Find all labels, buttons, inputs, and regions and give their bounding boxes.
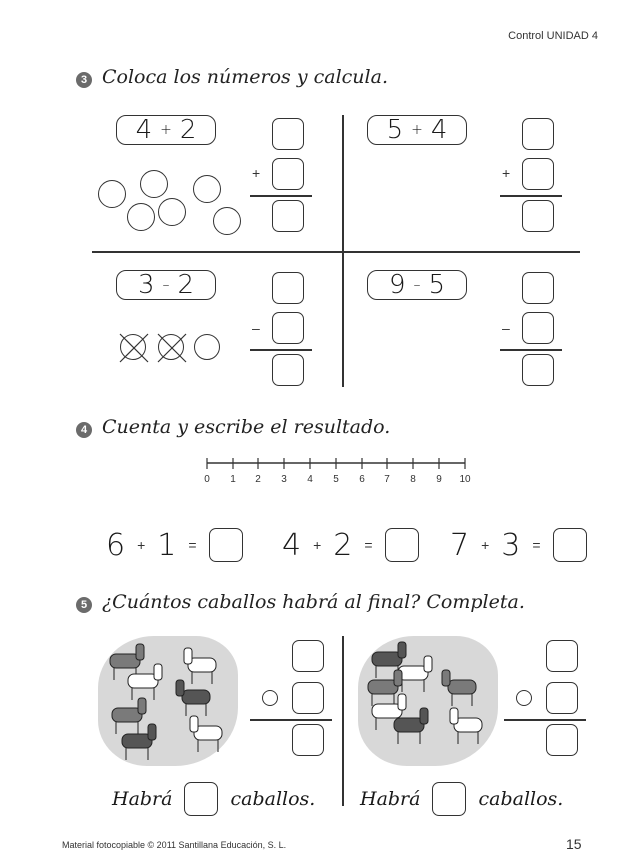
sentence-suffix: caballos. <box>230 788 316 810</box>
operator: – <box>413 277 421 293</box>
operation-sign: – <box>252 320 260 336</box>
expression-box <box>367 115 467 145</box>
equals-sign: = <box>188 537 197 553</box>
number-line-label: 3 <box>281 474 287 485</box>
equation-3 <box>450 525 587 565</box>
number-line-label: 5 <box>333 474 339 485</box>
section-5-number: 5 <box>76 597 92 613</box>
horses-icon <box>358 636 498 766</box>
operator: – <box>162 277 170 293</box>
operand-b: 4 <box>430 115 448 145</box>
equals-sign: = <box>364 537 373 553</box>
answer-box[interactable] <box>546 724 578 756</box>
operand-a: 9 <box>388 270 406 300</box>
number-line-label: 10 <box>459 474 471 485</box>
answer-box[interactable] <box>272 118 304 150</box>
answer-box[interactable] <box>522 312 554 344</box>
section-3-title: Coloca los números y calcula. <box>102 66 388 88</box>
addend-b: 2 <box>333 527 353 563</box>
expression-box <box>116 115 216 145</box>
counter-circle <box>193 175 221 203</box>
operator: + <box>160 122 172 138</box>
plus-sign: + <box>137 537 146 553</box>
number-line-label: 4 <box>307 474 313 485</box>
operator-circle[interactable] <box>516 690 532 706</box>
counter-circle <box>127 203 155 231</box>
sum-line <box>250 719 332 721</box>
answer-box[interactable] <box>272 200 304 232</box>
copyright-footer: Material fotocopiable © 2011 Santillana Educación, S. L. <box>62 840 287 850</box>
addend-a: 7 <box>450 527 470 563</box>
answer-box[interactable] <box>272 312 304 344</box>
number-line-axis <box>200 455 480 471</box>
section-4-number: 4 <box>76 422 92 438</box>
answer-box[interactable] <box>522 200 554 232</box>
plus-sign: + <box>313 537 322 553</box>
section-5-divider <box>342 636 344 806</box>
operator-circle[interactable] <box>262 690 278 706</box>
horse-illustration-left <box>98 636 238 766</box>
number-line-label: 1 <box>230 474 236 485</box>
number-line-label: 7 <box>384 474 390 485</box>
counter-circle <box>194 334 220 360</box>
number-line-label: 8 <box>410 474 416 485</box>
counter-circle <box>158 198 186 226</box>
operation-sign: + <box>502 165 511 181</box>
addend-a: 4 <box>282 527 302 563</box>
answer-box[interactable] <box>292 640 324 672</box>
expression-box <box>367 270 467 300</box>
answer-box[interactable] <box>546 640 578 672</box>
sentence-suffix: caballos. <box>478 788 564 810</box>
answer-box[interactable] <box>292 724 324 756</box>
counter-circle <box>140 170 168 198</box>
operand-a: 4 <box>135 115 153 145</box>
operation-sign: – <box>502 320 510 336</box>
operation-sign: + <box>252 165 261 181</box>
addend-a: 6 <box>106 527 126 563</box>
answer-sentence-left <box>112 782 315 816</box>
sentence-prefix: Habrá <box>112 788 173 810</box>
answer-box[interactable] <box>522 354 554 386</box>
result-box[interactable] <box>553 528 587 562</box>
answer-box[interactable] <box>272 272 304 304</box>
answer-box[interactable] <box>522 158 554 190</box>
section-4-title: Cuenta y escribe el resultado. <box>102 416 391 438</box>
addend-b: 3 <box>501 527 521 563</box>
counter-circle <box>213 207 241 235</box>
answer-box[interactable] <box>184 782 218 816</box>
section-3-number: 3 <box>76 72 92 88</box>
result-box[interactable] <box>209 528 243 562</box>
operand-b: 2 <box>177 270 195 300</box>
unit-header: Control UNIDAD 4 <box>508 30 598 42</box>
section-5-title: ¿Cuántos caballos habrá al final? Completa. <box>102 591 525 613</box>
number-line-label: 2 <box>255 474 261 485</box>
answer-box[interactable] <box>522 272 554 304</box>
result-box[interactable] <box>385 528 419 562</box>
number-line <box>200 455 480 495</box>
operand-a: 3 <box>137 270 155 300</box>
operand-b: 5 <box>428 270 446 300</box>
addend-b: 1 <box>157 527 177 563</box>
page-number: 15 <box>566 836 582 852</box>
horse-illustration-right <box>358 636 498 766</box>
sum-line <box>250 195 312 197</box>
answer-box[interactable] <box>272 158 304 190</box>
number-line-label: 0 <box>204 474 210 485</box>
answer-box[interactable] <box>522 118 554 150</box>
crossed-circle <box>120 334 146 360</box>
sentence-prefix: Habrá <box>360 788 421 810</box>
counter-circle <box>98 180 126 208</box>
equation-1 <box>106 525 243 565</box>
equation-2 <box>282 525 419 565</box>
answer-box[interactable] <box>292 682 324 714</box>
answer-box[interactable] <box>432 782 466 816</box>
answer-box[interactable] <box>272 354 304 386</box>
answer-box[interactable] <box>546 682 578 714</box>
plus-sign: + <box>481 537 490 553</box>
number-line-label: 9 <box>436 474 442 485</box>
operand-a: 5 <box>386 115 404 145</box>
quadrant-divider-horizontal <box>92 251 580 253</box>
operator: + <box>411 122 423 138</box>
expression-box <box>116 270 216 300</box>
difference-line <box>500 349 562 351</box>
answer-sentence-right <box>360 782 563 816</box>
equals-sign: = <box>532 537 541 553</box>
crossed-circle <box>158 334 184 360</box>
horses-icon <box>98 636 238 766</box>
sum-line <box>500 195 562 197</box>
number-line-label: 6 <box>359 474 365 485</box>
operand-b: 2 <box>179 115 197 145</box>
difference-line <box>250 349 312 351</box>
sum-line <box>504 719 586 721</box>
